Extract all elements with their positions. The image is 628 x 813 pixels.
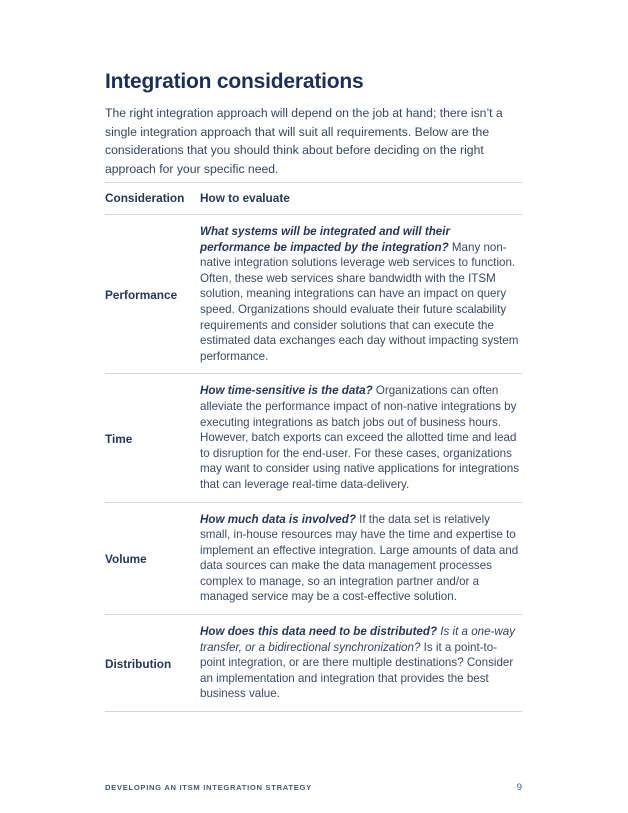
table-row — [105, 215, 522, 374]
footer-document-title: DEVELOPING AN ITSM INTEGRATION STRATEGY — [105, 783, 312, 792]
evaluate-lead-question: How does this data need to be distributed? — [200, 625, 438, 639]
table-header-row — [105, 182, 522, 215]
evaluate-lead-question: How time-sensitive is the data? — [200, 384, 373, 398]
evaluate-text — [200, 383, 522, 495]
evaluate-italic-question: Is it a one-way transfer, or a bidirectional synchronization? — [200, 625, 516, 654]
page-content — [105, 70, 522, 712]
table-row — [105, 615, 522, 712]
evaluate-body-text: Many non-native integration solutions leverage web services to function. Often, these web services share bandwidth with the ITSM solution, meaning integrations can have an impact on query speed. Organizations should evaluate their future scalability requirements and consider solutions that can execute the estimated data exchanges each day without impacting system performance. — [200, 240, 519, 363]
evaluate-text — [200, 512, 522, 609]
consideration-label: Distribution — [105, 657, 172, 672]
intro-paragraph: The right integration approach will depend on the job at hand; there isn’t a single integration approach that will suit all requirements. Below are the considerations that you should think about before deciding on the right approach for your specific need. — [105, 106, 503, 176]
consideration-label: Time — [105, 431, 133, 446]
column-header-how-to-evaluate: How to evaluate — [200, 191, 290, 205]
column-header-consideration: Consideration — [105, 191, 185, 205]
evaluate-text — [200, 224, 522, 367]
considerations-table — [105, 182, 522, 712]
table-row — [105, 503, 522, 616]
footer-page-number: 9 — [516, 782, 522, 793]
page-footer — [105, 782, 522, 793]
consideration-label: Volume — [105, 552, 147, 567]
evaluate-lead-question: How much data is involved? — [200, 512, 356, 526]
evaluate-lead-question: What systems will be integrated and will their performance be impacted by the integration? — [200, 225, 450, 254]
consideration-label: Performance — [105, 288, 178, 303]
table-row — [105, 374, 522, 502]
evaluate-body-text: Is it a point-to-point integration, or are there multiple destinations? Consider an implementation and integration that provides the best business value. — [200, 640, 514, 701]
evaluate-text — [200, 624, 522, 705]
evaluate-body-text: If the data set is relatively small, in-house resources may have the time and expertise to implement an effective integration. Large amounts of data and data sources can make the data management processes complex to manage, so an integration partner and/or a managed service may be a cost-effective solution. — [200, 512, 519, 604]
table-body — [105, 215, 522, 712]
evaluate-body-text: Organizations can often alleviate the performance impact of non-native integrations by executing integrations as batch jobs out of business hours. However, batch exports can exceed the allotted time and lead to disruption for the end-user. For these cases, organizations may want to consider using native applications for integrations that can leverage real-time data-delivery. — [200, 384, 520, 491]
page-title: Integration considerations — [105, 70, 364, 93]
